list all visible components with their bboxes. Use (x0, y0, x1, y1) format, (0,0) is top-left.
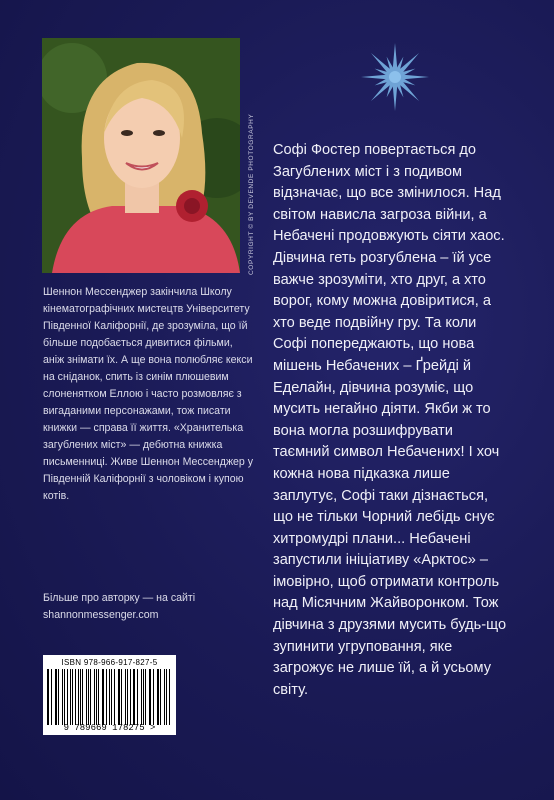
barcode-bar (90, 669, 91, 725)
barcode (43, 655, 176, 735)
barcode-bar (141, 669, 142, 725)
barcode-bar (62, 669, 63, 725)
barcode-bar (160, 669, 161, 725)
barcode-bar (153, 669, 154, 725)
barcode-bar (98, 669, 99, 725)
star-icon (358, 40, 432, 114)
bio-text: Шеннон Мессенджер закінчила Школу кінематографічних мистецтв Університету Південної Каліфорнії, де зрозуміла, що їй більше подобається дивитися фільми, аніж знімати їх. А ще вона полюбляє кекси на сніданок, спить із синім плюшевим слоненятком Еллою і часто розмовляє з вигаданими персонажами, тож писати книжки — справа її життя. «Хранителька загублених міст» — дебютна книжка письменниці. Живе Шеннон Мессенджер у Південній Каліфорнії з чоловіком і купою котів. (43, 286, 254, 502)
author-photo (42, 38, 240, 273)
author-website (43, 590, 195, 624)
barcode-number: 9 789669 178275 > (47, 723, 172, 733)
more-line: Більше про авторку — на сайті (43, 592, 196, 604)
barcode-bar (114, 669, 115, 725)
barcode-bar (86, 669, 87, 725)
barcode-bar (72, 669, 73, 725)
barcode-bar (149, 669, 150, 725)
barcode-bar (70, 669, 71, 725)
website-link[interactable]: shannonmessenger.com (43, 609, 159, 621)
barcode-bar (127, 669, 128, 725)
author-bio (43, 284, 255, 505)
barcode-bar (51, 669, 52, 725)
barcode-bar (58, 669, 59, 725)
book-blurb (273, 140, 511, 701)
barcode-bar (109, 669, 110, 725)
blurb-text: Софі Фостер повертається до Загублених міст і з подивом відзначає, що все змінилося. Над світом нависла загроза війни, а Небачені продовжують сіяти хаос. Дівчина геть розгублена – їй усе важче зрозуміти, хто друг, а хто ворог, кому можна довіритися, а хто веде подвійну гру. Та коли Софі попереджають, що нова мішень Небачених – Ґрейді й Еделайн, дівчина розуміє, що мусить негайно діяти. Якби ж то вона могла розшифрувати таємний символ Небачених! І хоч кожна нова підказка лише заплутує, Софі таки дізнається, що не тільки Чорний лебідь снує хитромудрі плани... Небачені запустили ініціативу «Арктос» – імовірно, щоб отримати контроль над Місячним Жайворонком. Тож дівчина з друзями мусить будь-що зупинити угруповання, яке загрожує не лише їй, а й усьому світу. (273, 142, 507, 698)
barcode-bar (166, 669, 167, 725)
barcode-bar (134, 669, 135, 725)
barcode-bar (82, 669, 83, 725)
barcode-bar (106, 669, 107, 725)
isbn-text: ISBN 978-966-917-827-5 (61, 658, 158, 667)
barcode-bars (47, 669, 172, 725)
barcode-bar (125, 669, 126, 725)
